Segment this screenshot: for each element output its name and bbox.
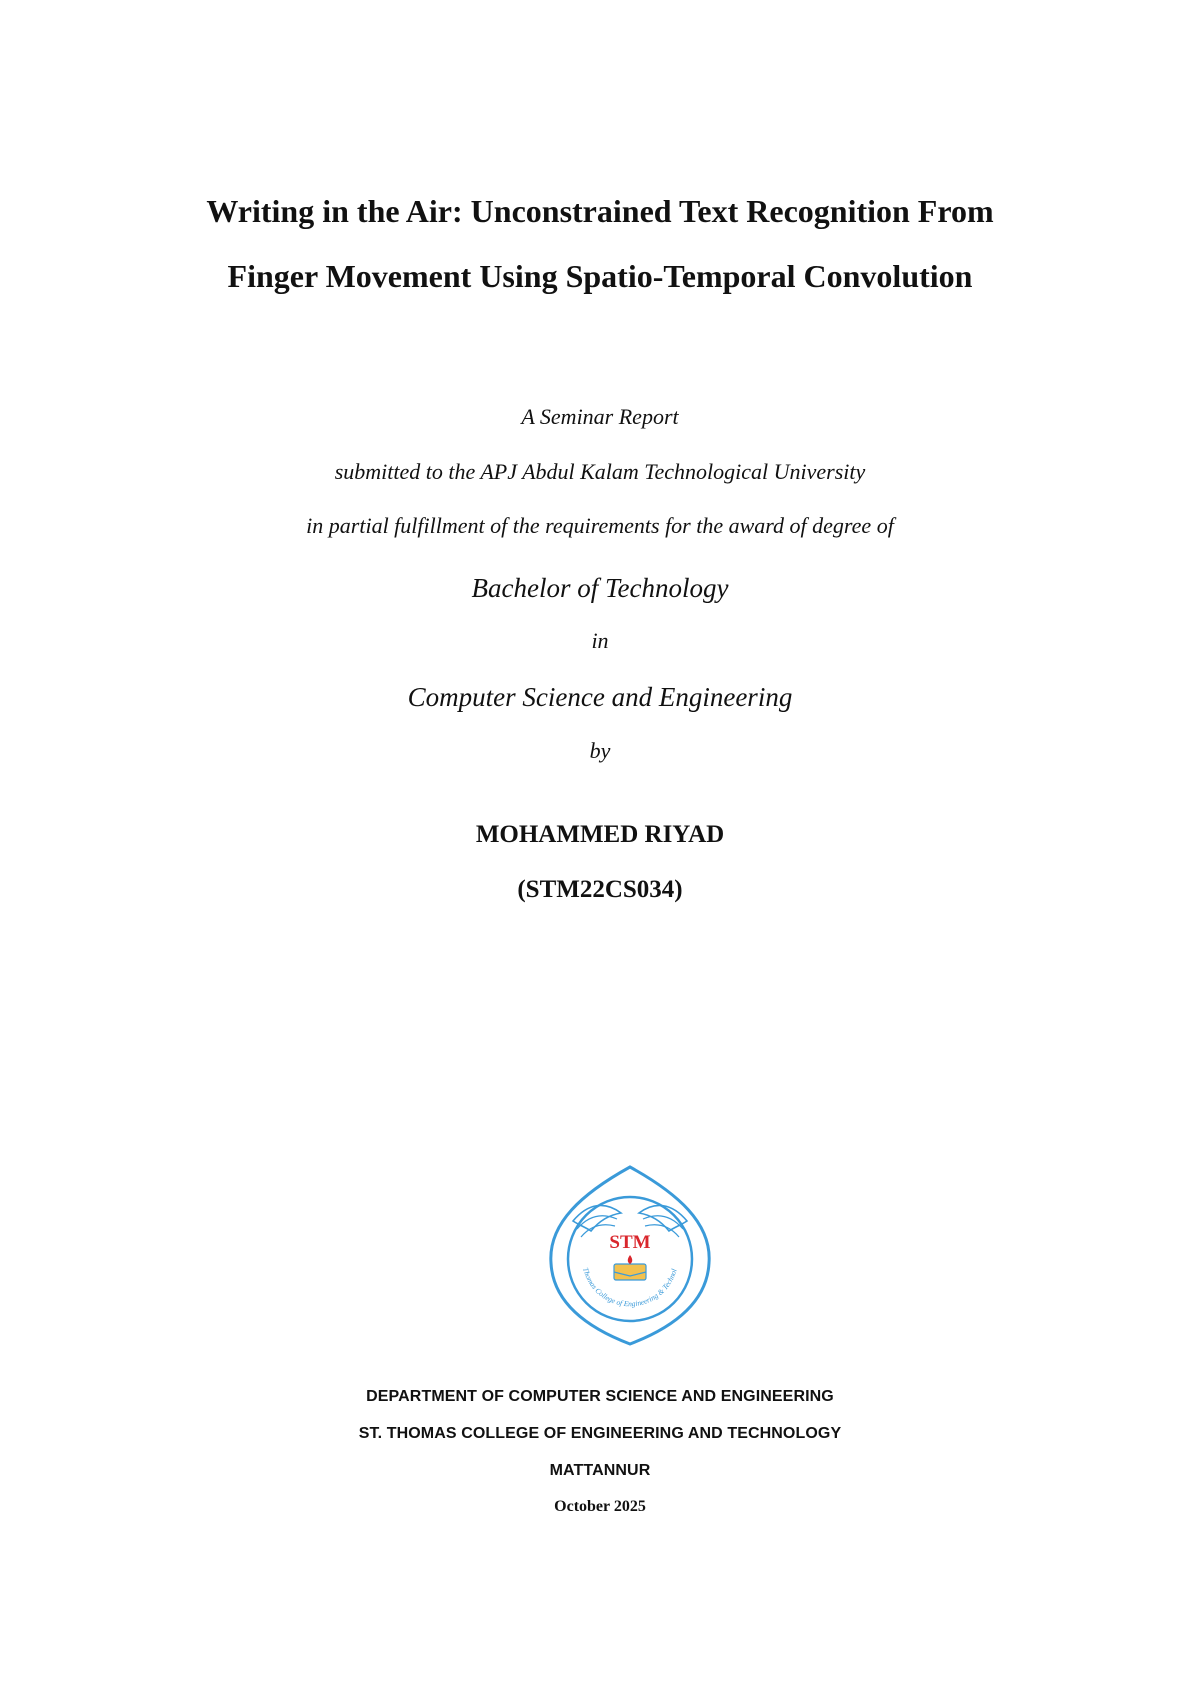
- author-register-number: (STM22CS034): [517, 876, 683, 903]
- report-type: A Seminar Report: [521, 404, 679, 429]
- department-name: DEPARTMENT OF COMPUTER SCIENCE AND ENGINEERING: [366, 1388, 834, 1405]
- report-title-line-1: Writing in the Air: Unconstrained Text Recognition From: [206, 193, 994, 229]
- college-location: MATTANNUR: [549, 1462, 651, 1479]
- submission-date: October 2025: [554, 1498, 646, 1515]
- report-title-line-2: Finger Movement Using Spatio-Temporal Convolution: [227, 258, 973, 294]
- author-name: MOHAMMED RIYAD: [475, 821, 725, 848]
- college-emblem-icon: [543, 1163, 718, 1348]
- by-connector: by: [589, 738, 611, 763]
- emblem-stm-text: STM: [609, 1232, 651, 1253]
- degree-name: Bachelor of Technology: [471, 573, 729, 603]
- fulfillment-text: in partial fulfillment of the requirements for the award of degree of: [306, 513, 894, 538]
- submitted-to-text: submitted to the APJ Abdul Kalam Technological University: [334, 459, 866, 484]
- emblem-arc-text: Thomas College of Engineering & Technol: [581, 1266, 679, 1309]
- in-connector: in: [591, 628, 609, 653]
- college-name: ST. THOMAS COLLEGE OF ENGINEERING AND TECHNOLOGY: [358, 1425, 842, 1442]
- branch-name: Computer Science and Engineering: [407, 682, 793, 712]
